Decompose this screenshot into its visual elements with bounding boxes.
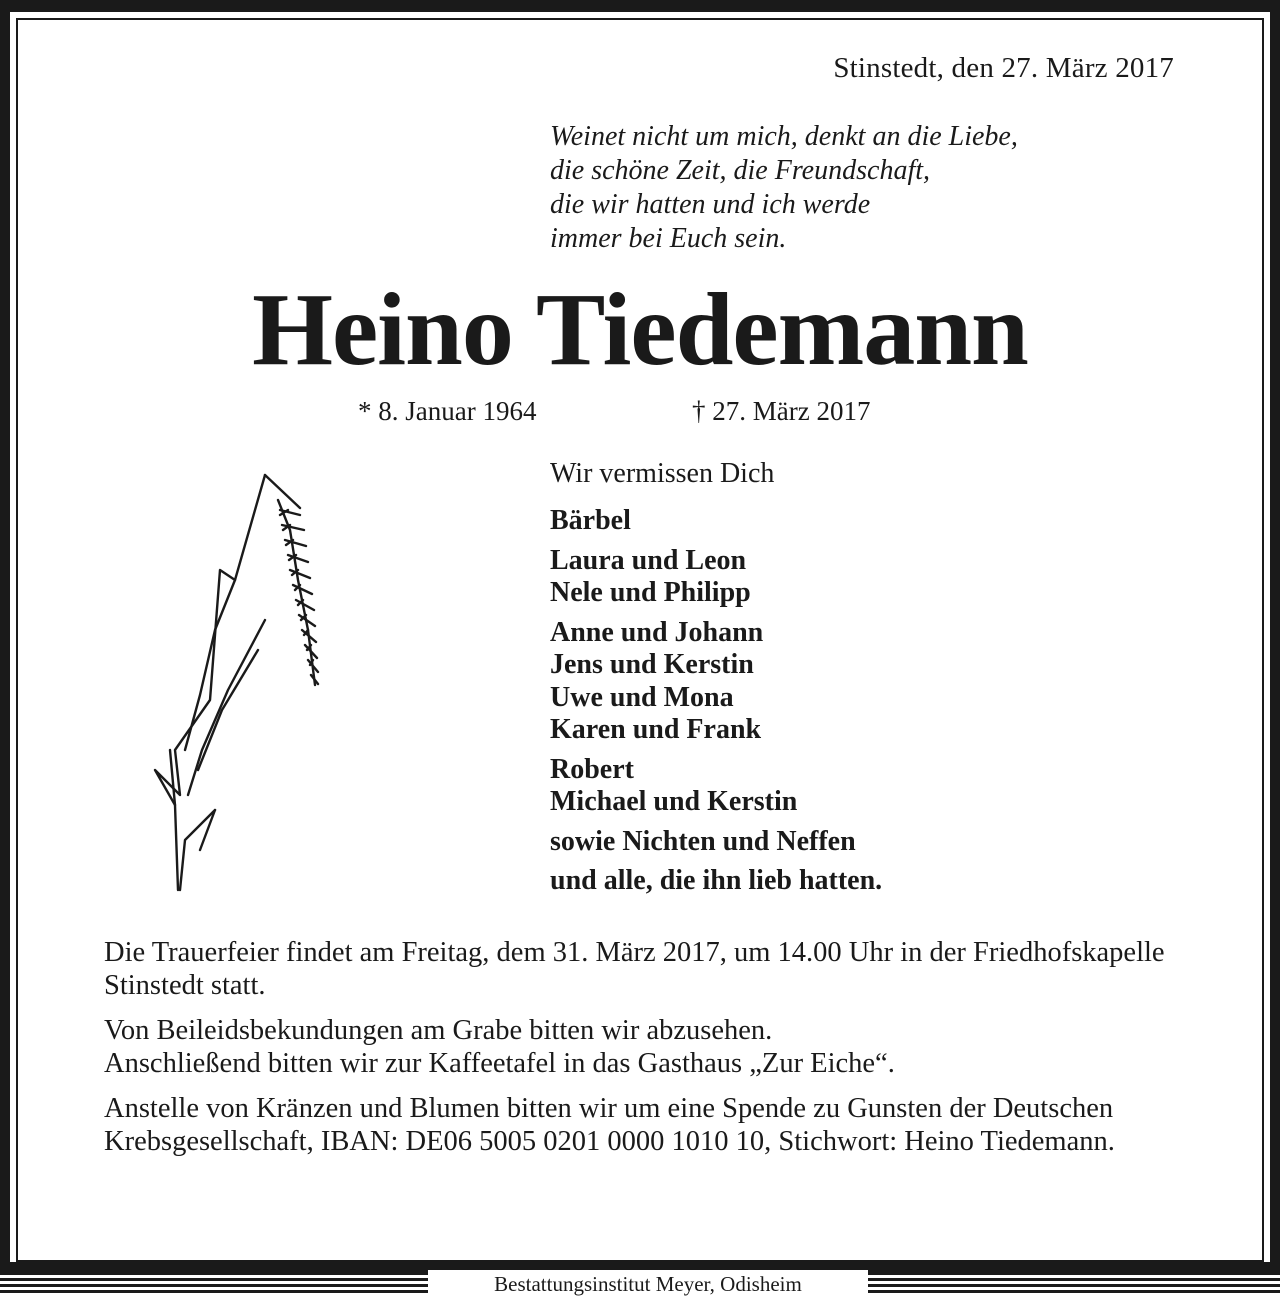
funeral-notice: Die Trauerfeier findet am Freitag, dem 31. März 2017, um 14.00 Uhr in der Friedhofskapelle Stinstedt statt. bbox=[104, 937, 1165, 1001]
mourners-list bbox=[550, 505, 882, 905]
mourner-line: Bärbel bbox=[550, 505, 631, 536]
mourner-line: Karen und Frank bbox=[550, 714, 762, 745]
place-date: Stinstedt, den 27. März 2017 bbox=[833, 52, 1174, 84]
mourner-line: Uwe und Mona bbox=[550, 681, 734, 713]
birth-date: * 8. Januar 1964 bbox=[358, 396, 537, 426]
mourner-group bbox=[550, 754, 882, 819]
mourner-group bbox=[550, 545, 882, 610]
mourner-line: Anne und Johann bbox=[550, 616, 764, 648]
deceased-name: Heino Tiedemann bbox=[252, 272, 1028, 387]
condolence-notice: Von Beileidsbekundungen am Grabe bitten wir abzusehen. bbox=[104, 1015, 773, 1046]
mourner-line: sowie Nichten und Neffen bbox=[550, 825, 856, 857]
mourner-line: Jens und Kerstin bbox=[550, 649, 754, 680]
poem-line: die wir hatten und ich werde bbox=[550, 189, 871, 220]
poem bbox=[550, 120, 1018, 256]
mourner-line: und alle, die ihn lieb hatten. bbox=[550, 865, 883, 896]
mourner-group bbox=[550, 865, 882, 898]
mourner-group bbox=[550, 505, 882, 538]
mourner-group bbox=[550, 617, 882, 747]
mourner-line: Nele und Philipp bbox=[550, 577, 751, 608]
footer-rule-right bbox=[868, 1272, 1280, 1299]
death-date: † 27. März 2017 bbox=[692, 396, 871, 426]
poem-line: die schöne Zeit, die Freundschaft, bbox=[550, 155, 930, 186]
undertaker-credit: Bestattungsinstitut Meyer, Odisheim bbox=[428, 1270, 868, 1299]
grass-stalk-icon bbox=[140, 470, 340, 910]
poem-line: Weinet nicht um mich, denkt an die Liebe, bbox=[550, 121, 1018, 152]
mourners-intro: Wir vermissen Dich bbox=[550, 458, 775, 489]
notices bbox=[104, 936, 1184, 1170]
mourner-line: Robert bbox=[550, 753, 634, 785]
donation-notice: Anstelle von Kränzen und Blumen bitten wir um eine Spende zu Gunsten der Deutschen Krebsgesellschaft, IBAN: DE06 5005 0201 0000 1010 10, Stichwort: Heino Tiedemann. bbox=[104, 1093, 1115, 1157]
poem-line: immer bei Euch sein. bbox=[550, 223, 787, 254]
coffee-notice: Anschließend bitten wir zur Kaffeetafel in das Gasthaus „Zur Eiche“. bbox=[104, 1048, 895, 1079]
mourner-line: Laura und Leon bbox=[550, 544, 747, 576]
footer-rule-left bbox=[0, 1272, 428, 1299]
mourner-line: Michael und Kerstin bbox=[550, 786, 798, 817]
mourner-group bbox=[550, 826, 882, 859]
